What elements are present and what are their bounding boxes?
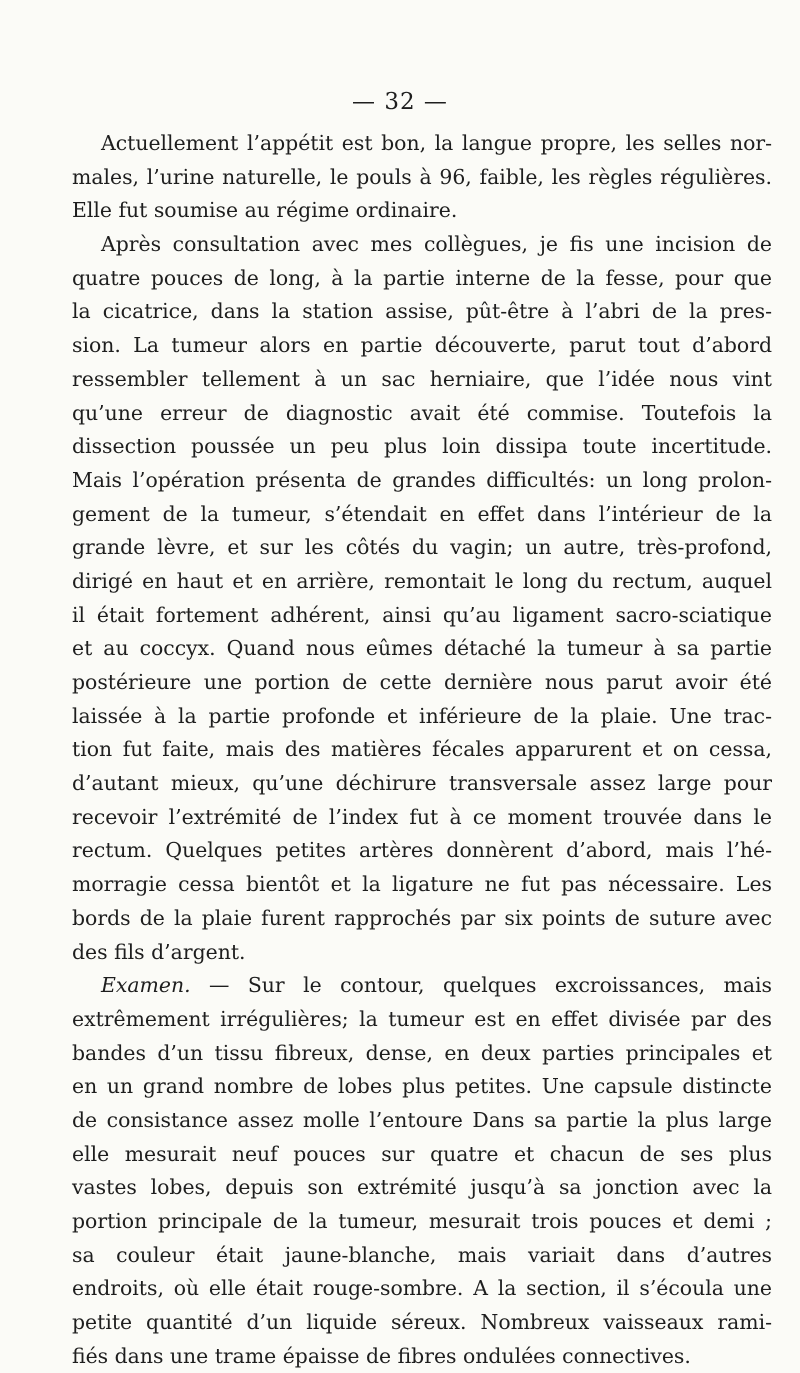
text-line: elle mesurait neuf pouces sur quatre et chacun de ses plus <box>72 1141 772 1166</box>
text-line: laissée à la partie profonde et inférieure de la plaie. Une trac- <box>72 703 772 728</box>
text-line: de consistance assez molle l’entoure Dans sa partie la plus large <box>72 1107 772 1132</box>
text-line: gement de la tumeur, s’étendait en effet dans l’intérieur de la <box>72 501 772 526</box>
text-line: males, l’urine naturelle, le pouls à 96, faible, les règles régulières. <box>72 164 772 189</box>
text-line-rest: — Sur le contour, quelques excroissances, mais <box>190 973 772 998</box>
text-line: portion principale de la tumeur, mesurait trois pouces et demi ; <box>72 1209 772 1233</box>
text-line: qu’une erreur de diagnostic avait été commise. Toutefois la <box>72 400 772 425</box>
text-line: endroits, où elle était rouge-sombre. A la section, il s’écoula une <box>72 1276 772 1301</box>
text-line: bandes d’un tissu fibreux, dense, en deux parties principales et <box>72 1040 772 1065</box>
text-line: quatre pouces de long, à la partie interne de la fesse, pour que <box>72 265 772 290</box>
paragraph-2 <box>72 228 772 969</box>
text-line: extrêmement irrégulières; la tumeur est en effet divisée par des <box>72 1006 772 1031</box>
text-line: tion fut faite, mais des matières fécales apparurent et on cessa, <box>72 737 772 762</box>
paragraph-1 <box>72 127 772 228</box>
text-line: sa couleur était jaune-blanche, mais variait dans d’autres <box>72 1242 772 1267</box>
text-line: ressembler tellement à un sac herniaire, que l’idée nous vint <box>72 366 772 391</box>
text-line: petite quantité d’un liquide séreux. Nombreux vaisseaux rami- <box>72 1310 772 1335</box>
text-line: fiés dans une trame épaisse de fibres ondulées connectives. <box>72 1343 691 1368</box>
text-line: d’autant mieux, qu’une déchirure transversale assez large pour <box>72 771 772 796</box>
page-number: — 32 — <box>352 89 448 115</box>
text-line <box>72 969 772 1003</box>
text-line: des fils d’argent. <box>72 939 246 964</box>
text-line: recevoir l’extrémité de l’index fut à ce moment trouvée dans le <box>72 804 772 829</box>
text-line: dissection poussée un peu plus loin dissipa toute incertitude. <box>72 434 772 459</box>
text-line: rectum. Quelques petites artères donnèrent d’abord, mais l’hé- <box>72 838 772 863</box>
body-text <box>72 127 772 1373</box>
section-label: Examen. <box>101 973 191 998</box>
text-line: bords de la plaie furent rapprochés par six points de suture avec <box>72 905 772 930</box>
text-line: dirigé en haut et en arrière, remontait le long du rectum, auquel <box>72 568 772 593</box>
text-line: Elle fut soumise au régime ordinaire. <box>72 198 458 223</box>
paragraph-3 <box>72 969 772 1373</box>
text-line: la cicatrice, dans la station assise, pût-être à l’abri de la pres- <box>72 299 772 324</box>
text-line: vastes lobes, depuis son extrémité jusqu’à sa jonction avec la <box>72 1175 772 1200</box>
text-line: grande lèvre, et sur les côtés du vagin; un autre, très-profond, <box>72 535 772 560</box>
text-line: Après consultation avec mes collègues, je fis une incision de <box>101 232 772 257</box>
text-line: en un grand nombre de lobes plus petites. Une capsule distincte <box>72 1074 772 1099</box>
text-line: il était fortement adhérent, ainsi qu’au ligament sacro-sciatique <box>72 602 772 627</box>
text-line: et au coccyx. Quand nous eûmes détaché la tumeur à sa partie <box>72 636 772 661</box>
text-line: morragie cessa bientôt et la ligature ne fut pas nécessaire. Les <box>72 872 772 897</box>
text-line: postérieure une portion de cette dernière nous parut avoir été <box>72 670 772 694</box>
text-line: Mais l’opération présenta de grandes difficultés: un long prolon- <box>72 467 772 492</box>
text-line: Actuellement l’appétit est bon, la langue propre, les selles nor- <box>101 131 772 155</box>
text-line: sion. La tumeur alors en partie découverte, parut tout d’abord <box>72 333 772 358</box>
